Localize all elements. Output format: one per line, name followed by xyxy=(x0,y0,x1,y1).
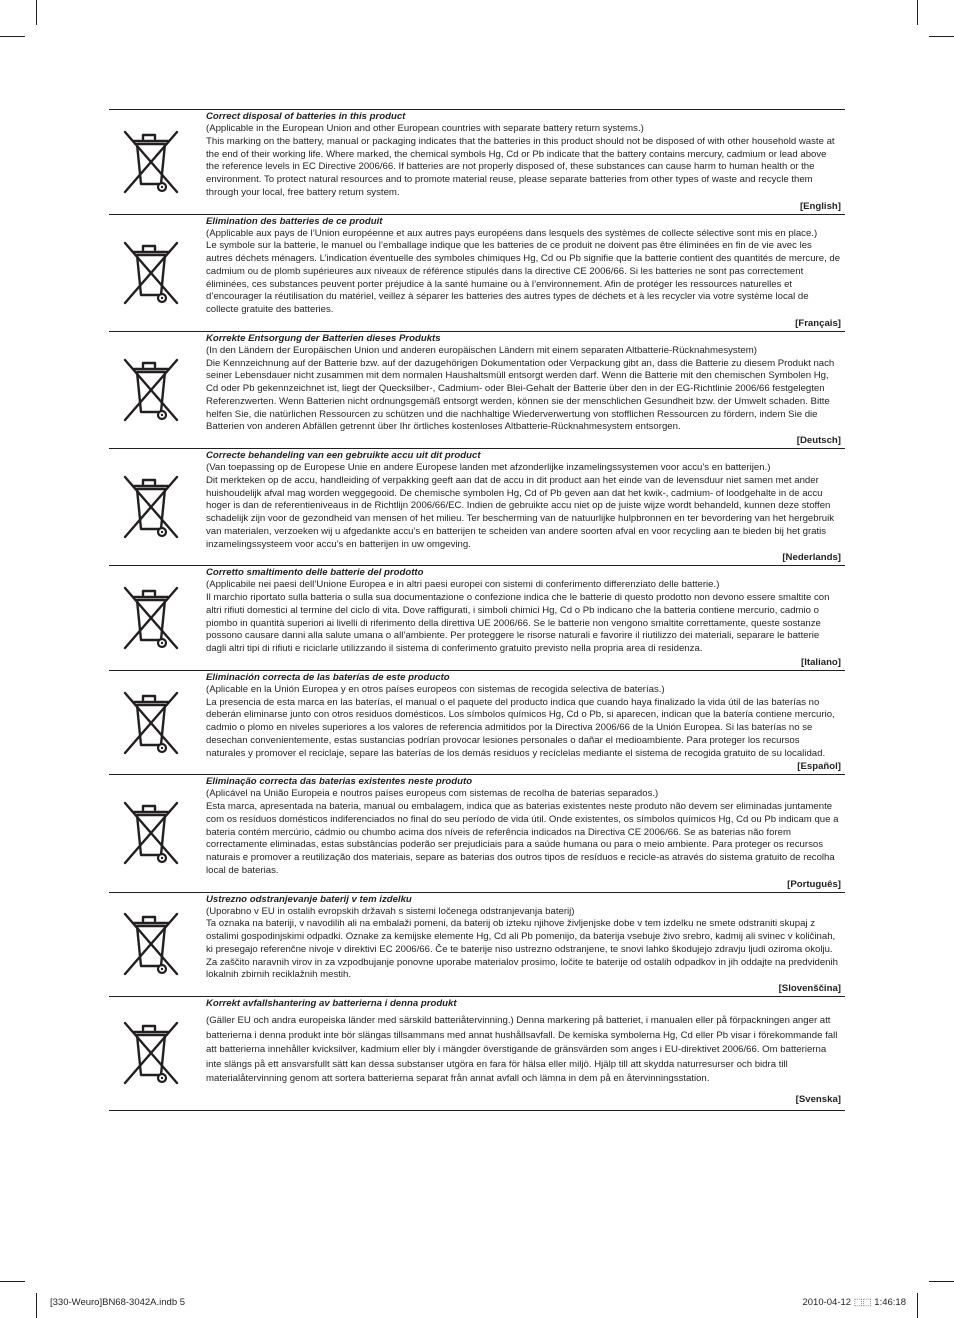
section-body: (In den Ländern der Europäischen Union und anderen europäischen Ländern mit einem separaten Altbatterie-Rücknahmesystem) Die Kennzeichnung auf der Batterie bzw. auf der dazugehörigen Dokumentation oder Verpackung gibt an, dass die Batterie zu diesem Produkt nach seiner Lebensdauer nicht zusammen mit dem normalen Haushaltsmüll entsorgt werden darf. Wenn die Batterie mit den chemischen Symbolen Hg, Cd oder Pb gekennzeichnet ist, liegt der Quecksilber-, Cadmium- oder Blei-Gehalt der Batterie über den in der EG-Richtlinie 2006/66 festgelegten Referenzwerten. Wenn Batterien nicht ordnungsgemäß entsorgt werden, können sie der menschlichen Gesundheit bzw. der Umwelt schaden. Bitte helfen Sie, die natürlichen Ressourcen zu schützen und die nachhaltige Wiederverwertung von stofflichen Ressourcen zu fördern, indem Sie die Batterien von anderen Abfällen getrennt über Ihr örtliches kostenloses Altbatterie-Rücknahmesystem entsorgen. xyxy=(206,344,835,433)
section-body: (Gäller EU och andra europeiska länder med särskild batteriåtervinning.) Denna markering på batteriet, i manualen eller på förpackningen anger att batterierna i denna produkt inte bör slängas tillsammans med annat hushållsavfall. De kemiska symbolerna Hg, Cd eller Pb visar i förekommande fall att batterierna innehåller kvicksilver, kadmium eller bly i mängder överstigande de gränsvärden som anges i EU-direktivet 2006/66. Om batterierna inte slängs på ett ansvarsfullt sätt kan dessa substanser utgöra en fara för hälsa eller miljö. Hjälp till att skydda naturresurser och bidra till materialåtervinning genom att sortera batterierna separat från annat avfall och lämna in dem på en återvinningsstation. xyxy=(206,1015,838,1085)
section-espanol xyxy=(109,671,845,776)
section-body: (Aplicable en la Unión Europea y en otros países europeos con sistemas de recogida selectiva de baterías.) La presencia de esta marca en las baterías, el manual o el paquete del producto indica que cuando haya finalizado la vida útil de las baterías no deberán eliminarse junto con otros residuos domésticos. Los símbolos químicos Hg, Cd o Pb, si aparecen, indican que la batería contiene mercurio, cadmio o plomo en niveles superiores a los valores de referencia admitidos por la Directiva 2006/66 de la Unión Europea. Si las baterías no se desechan convenientemente, estas sustancias podrían provocar lesiones personales o dañar el medioambiente. Para proteger los recursos naturales y promover el reciclaje, separe las baterías de los demás residuos y recíclelas mediante el sistema de recogida gratuito de su localidad. xyxy=(206,683,835,759)
language-label: [Italiano] xyxy=(801,656,841,668)
crossed-out-wheelie-bin-icon xyxy=(121,473,181,541)
crossed-out-wheelie-bin-icon xyxy=(121,356,181,424)
section-deutsch xyxy=(109,332,845,449)
section-title: Eliminação correcta das baterias existentes neste produto xyxy=(206,776,473,788)
crossed-out-wheelie-bin-icon xyxy=(121,584,181,652)
crossed-out-wheelie-bin-icon xyxy=(121,910,181,978)
section-body: (Applicable in the European Union and other European countries with separate battery return systems.) This marking on the battery, manual or packaging indicates that the batteries in this product should not be disposed of with other household waste at the end of their working life. Where marked, the chemical symbols Hg, Cd or Pb indicate that the battery contains mercury, cadmium or lead above the reference levels in EC Directive 2006/66. If batteries are not properly disposed of, these substances can cause harm to human health or the environment. To protect natural resources and to promote material reuse, please separate batteries from other types of waste and recycle them through your local, free battery return system. xyxy=(206,123,835,198)
section-portugues xyxy=(109,775,845,892)
battery-disposal-sections xyxy=(109,109,845,1111)
section-title: Korrekte Entsorgung der Batterien dieses Produkts xyxy=(206,332,441,344)
crop-mark xyxy=(929,36,954,37)
crossed-out-wheelie-bin-icon xyxy=(121,1019,181,1087)
section-title: Correcte behandeling van een gebruikte accu uit dit product xyxy=(206,450,481,461)
crossed-out-wheelie-bin-icon xyxy=(121,239,181,307)
crop-mark xyxy=(929,1281,954,1282)
section-title: Eliminación correcta de las baterías de este producto xyxy=(206,671,450,683)
footer-timestamp: 2010-04-12 ⬚⬚ 1:46:18 xyxy=(802,1297,906,1308)
crop-mark xyxy=(36,0,37,25)
crop-mark xyxy=(0,1281,25,1282)
section-svenska xyxy=(109,997,845,1111)
language-label: [Français] xyxy=(795,317,841,329)
section-francais xyxy=(109,215,845,332)
crop-mark xyxy=(917,0,918,25)
crossed-out-wheelie-bin-icon xyxy=(121,799,181,867)
language-label: [Español] xyxy=(797,761,841,773)
section-body: (Uporabno v EU in ostalih evropskih državah s sistemi ločenega odstranjevanja baterij) Ta oznaka na bateriji, v navodilih ali na embalaži pomeni, da baterij ob izteku njihove življenjske dobe v tem izdelku ne smete odstraniti skupaj z ostalimi gospodinjskimi odpadki. Oznake za kemijske elemente Hg, Cd ali Pb pomenijo, da baterija vsebuje živo srebro, kadmij ali svinec v količinah, ki presegajo referenčne nivoje v direktivi EC 2006/66. Če te baterije niso ustrezno odstranjene, te snovi lahko škodujejo zdravju ljudi oziroma okolju. Za zaščito naravnih virov in za vzpodbujanje ponovne uporabe materialov prosimo, ločite te baterije od ostalih odpadkov in jih oddajte na predvidenih lokalnih zbirnih reciklažnih mestih. xyxy=(206,905,838,981)
section-body: (Van toepassing op de Europese Unie en andere Europese landen met afzonderlijke inzamelingssystemen voor accu’s en batterijen.) Dit merkteken op de accu, handleiding of verpakking geeft aan dat de accu in dit product aan het einde van de levensduur niet samen met ander huishoudelijk afval mag worden weggegooid. De chemische symbolen Hg, Cd of Pb geven aan dat het kwik-, cadmium- of loodgehalte in de accu hoger is dan de referentieniveaus in de Richtlijn 2006/66/EC. Indien de gebruikte accu niet op de juiste wijze wordt behandeld, kunnen deze stoffen schadelijk zijn voor de gezondheid van mensen of het milieu. Ter bescherming van de natuurlijke hulpbronnen en ter bevordering van het hergebruik van materialen, verzoeken wij u afgedankte accu’s en batterijen te scheiden van andere soorten afval en voor recycling aan te bieden bij het gratis inzamelingssysteem voor accu’s en batterijen in uw omgeving. xyxy=(206,462,835,550)
crop-mark xyxy=(917,1293,918,1318)
language-label: [English] xyxy=(799,200,841,212)
section-nederlands xyxy=(109,449,845,566)
language-label: [Svenska] xyxy=(795,1093,841,1105)
section-title: Correct disposal of batteries in this product xyxy=(206,111,406,122)
crossed-out-wheelie-bin-icon xyxy=(121,128,181,196)
section-english xyxy=(109,110,845,215)
section-title: Ustrezno odstranjevanje baterij v tem izdelku xyxy=(206,893,412,905)
language-label: [Português] xyxy=(787,878,841,890)
language-label: [Slovenščina] xyxy=(778,983,841,994)
section-body: (Aplicável na União Europeia e noutros países europeus com sistemas de recolha de baterias separados.) Esta marca, apresentada na bateria, manual ou embalagem, indica que as baterias existentes neste produto não devem ser eliminadas juntamente com os resíduos domésticos indiferenciados no final do seu período de vida útil. Onde existentes, os símbolos químicos Hg, Cd ou Pb indicam que a bateria contém mercúrio, cádmio ou chumbo acima dos níveis de referência indicados na Directiva CE 2006/66. Se as baterias não forem correctamente eliminadas, estas substâncias poderão ser prejudiciais para a saúde humana ou para o meio ambiente. Para proteger os recursos naturais e promover a reutilização dos materiais, separe as baterias dos outros tipos de resíduos e recicle-as através do sistema gratuito de recolha local de baterias. xyxy=(206,788,839,876)
section-title: Elimination des batteries de ce produit xyxy=(206,215,383,227)
language-label: [Deutsch] xyxy=(796,435,841,446)
crop-mark xyxy=(36,1293,37,1318)
section-italiano xyxy=(109,566,845,671)
section-body: (Applicable aux pays de l’Union européenne et aux autres pays européens dans lesquels des systèmes de collecte sélective sont mis en place.) Le symbole sur la batterie, le manuel ou l’emballage indique que les batteries de ce produit ne doivent pas être éliminées en fin de vie avec les autres déchets ménagers. L’indication éventuelle des symboles chimiques Hg, Cd ou Pb signifie que la batterie contient des quantités de mercure, de cadmium ou de plomb supérieures aux niveaux de référence stipulés dans la directive CE 2006/66. Si les batteries ne sont pas correctement éliminées, ces substances peuvent porter préjudice à la santé humaine ou à l’environnement. Afin de protéger les ressources naturelles et d’encourager la réutilisation du matériel, veillez à séparer les batteries des autres types de déchets et à les recycler via votre système local de collecte gratuite des batteries. xyxy=(206,227,841,315)
section-body: (Applicabile nei paesi dell’Unione Europea e in altri paesi europei con sistemi di conferimento differenziato delle batterie.) Il marchio riportato sulla batteria o sulla sua documentazione o confezione indica che le batterie di questo prodotto non devono essere smaltite con altri rifiuti domestici al termine del ciclo di vita. Dove raffigurati, i simboli chimici Hg, Cd o Pb indicano che la batteria contiene mercurio, cadmio o piombo in quantità superiori ai livelli di riferimento della direttiva UE 2006/66. Se le batterie non vengono smaltite correttamente, queste sostanze possono causare danni alla salute umana o all’ambiente. Per proteggere le risorse naturali e favorire il riutilizzo dei materiali, separare le batterie dagli altri tipi di rifiuti e riciclarle utilizzando il sistema di conferimento gratuito previsto nella propria area di residenza. xyxy=(206,579,830,654)
crop-mark xyxy=(0,36,25,37)
footer-file-name: [330-Weuro]BN68-3042A.indb 5 xyxy=(50,1297,186,1308)
section-slovenscina xyxy=(109,893,845,998)
language-label: [Nederlands] xyxy=(782,552,841,564)
section-title: Korrekt avfallshantering av batterierna i denna produkt xyxy=(206,998,457,1009)
crossed-out-wheelie-bin-icon xyxy=(121,689,181,757)
section-title: Corretto smaltimento delle batterie del prodotto xyxy=(206,567,424,579)
